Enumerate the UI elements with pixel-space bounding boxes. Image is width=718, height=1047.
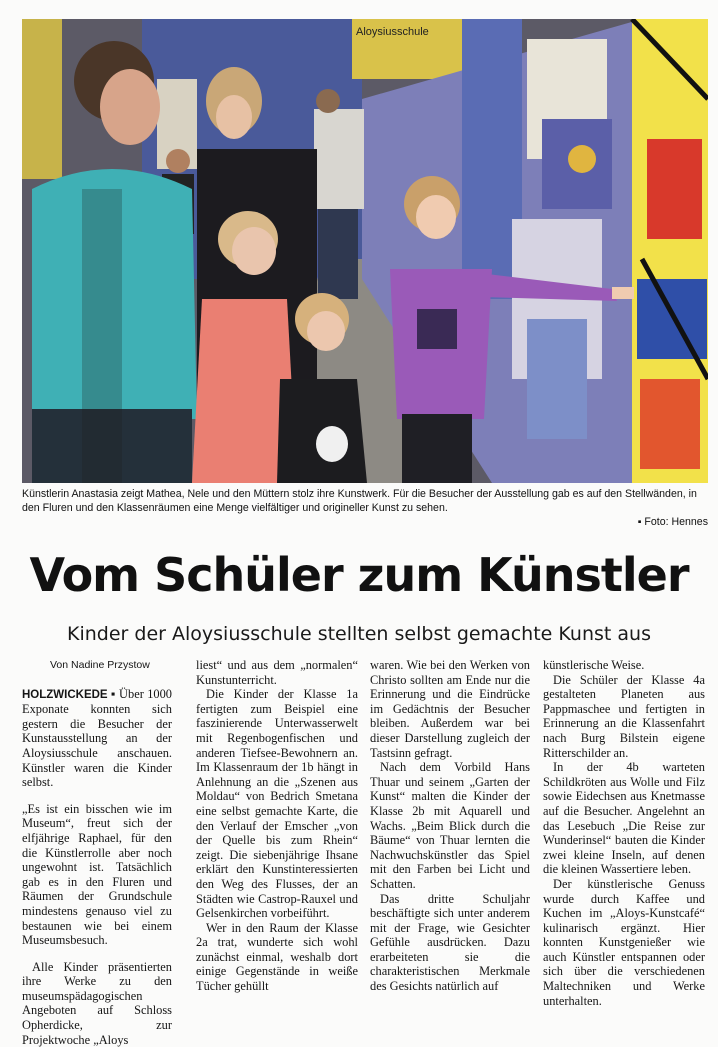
caption-text: Künstlerin Anastasia zeigt Mathea, Nele und den Müttern stolz ihre Kunstwerk. Für die Besucher der Ausstellung gab es auf den Stellwänden, in den Fluren und den Klassenräumen eine Menge vielfältiger und origineller Kunst zu sehen. xyxy=(22,488,697,514)
paragraph: künstlerische Weise. xyxy=(543,658,645,672)
article-column-4 xyxy=(543,658,705,1008)
dateline: HOLZWICKEDE xyxy=(22,688,108,701)
paragraph: waren. Wie bei den Werken von Christo sollten am Ende nur die Erinnerung und die Eindrücke im Gedächtnis der Besucher bleiben. Außerdem war bei dieser Darstellung zugleich der Tastsinn gefragt. xyxy=(370,658,530,760)
paragraph: liest“ und aus dem „normalen“ Kunstunterricht. xyxy=(196,658,358,687)
lead-paragraph: HOLZWICKEDE ▪ Über 1000 Exponate konnten sich gestern die Besucher der Kunstausstellung an der Aloysiusschule anschauen. Künstler waren die Kinder selbst. xyxy=(22,686,172,790)
subheadline: Kinder der Aloysiusschule stellten selbst gemachte Kunst aus xyxy=(67,623,651,645)
paragraph: Der künstlerische Genuss wurde durch Kaffee und Kuchen im „Aloys-Kunstcafé“ kulinarisch ergänzt. Hier konnten Kunstgenießer wie auch Künstler entspannen oder sich über die verschiedenen Maltechniken und Werke unterhalten. xyxy=(543,876,705,1008)
paragraph: „Es ist ein bisschen wie im Museum“, freut sich der elfjährige Raphael, für den die Künstlerrolle aber noch ungewohnt ist. Tatsächlich gab es in den Fluren und Räumen der Grundschule mindestens genauso viel zu bestaunen wie bei einem Museumsbesuch. xyxy=(22,801,172,948)
paragraph: Alle Kinder präsentierten ihre Werke zu den museumspädagogischen Angeboten auf Schloss Opherdicke, zur Projektwoche „Aloys xyxy=(22,959,172,1047)
paragraph: Nach dem Vorbild Hans Thuar und seinem „Garten der Kunst“ malten die Kinder der Klasse 2b mit Aquarell und Wachs. „Beim Blick durch die Bäume“ von Thuar lernten die Nachwuchskünstler das Spiel mit den Farben bei Licht und Schatten. xyxy=(370,760,530,891)
paragraph: Die Schüler der Klasse 4a gestalteten Planeten aus Pappmaschee und fertigten in Erinnerung an die Klassenfahrt nach Burg Bilstein eigene Ritterschilder an. xyxy=(543,672,705,760)
photo-caption xyxy=(22,487,708,529)
article-column-3 xyxy=(370,658,530,994)
school-banner-text: Aloysiusschule xyxy=(356,26,429,38)
article-column-2 xyxy=(196,658,358,994)
paragraph: Das dritte Schuljahr beschäftigte sich unter anderem mit der Frage, wie Gesichter Gefühle ausdrücken. Dazu erarbeiteten sie die charakteristischen Merkmale des Gesichts natürlich auf xyxy=(370,891,530,994)
photo-credit: ▪ Foto: Hennes xyxy=(637,516,708,528)
article-photo xyxy=(22,19,708,483)
article-column-1 xyxy=(22,658,172,1047)
paragraph: Wer in den Raum der Klasse 2a trat, wunderte sich wohl zunächst einmal, weshalb dort einige Gegenstände in weiße Tücher gehüllt xyxy=(196,920,358,994)
headline: Vom Schüler zum Künstler xyxy=(29,548,689,602)
paragraph: Die Kinder der Klasse 1a fertigten zum Beispiel eine faszinierende Unterwasserwelt mit Regenbogenfischen und anderen Tiefsee-Bewohnern an. Im Klassenraum der 1b hängt in Anlehnung an die „Szenen aus Moldau“ von Bedrich Smetana eine selbst gemachte Karte, die den Verlauf der Emscher „von der Quelle bis zum Rhein“ zeigt. Die siebenjährige Ihsane erklärt den Kunstinteressierten den Weg des Flusses, der an Städten wie Castrop-Rauxel und Gelsenkirchen vorbeiführt. xyxy=(196,687,358,921)
byline: Von Nadine Przystow xyxy=(50,659,150,671)
paragraph: In der 4b warteten Schildkröten aus Wolle und Filz sowie Eidechsen aus Knetmasse auf die Besucher. Angelehnt an das Lesebuch „Die Reise zur Wunderinsel“ bauten die Kinder zwei kleine Inseln, auf denen die kleinen Wassertiere leben. xyxy=(543,760,705,877)
